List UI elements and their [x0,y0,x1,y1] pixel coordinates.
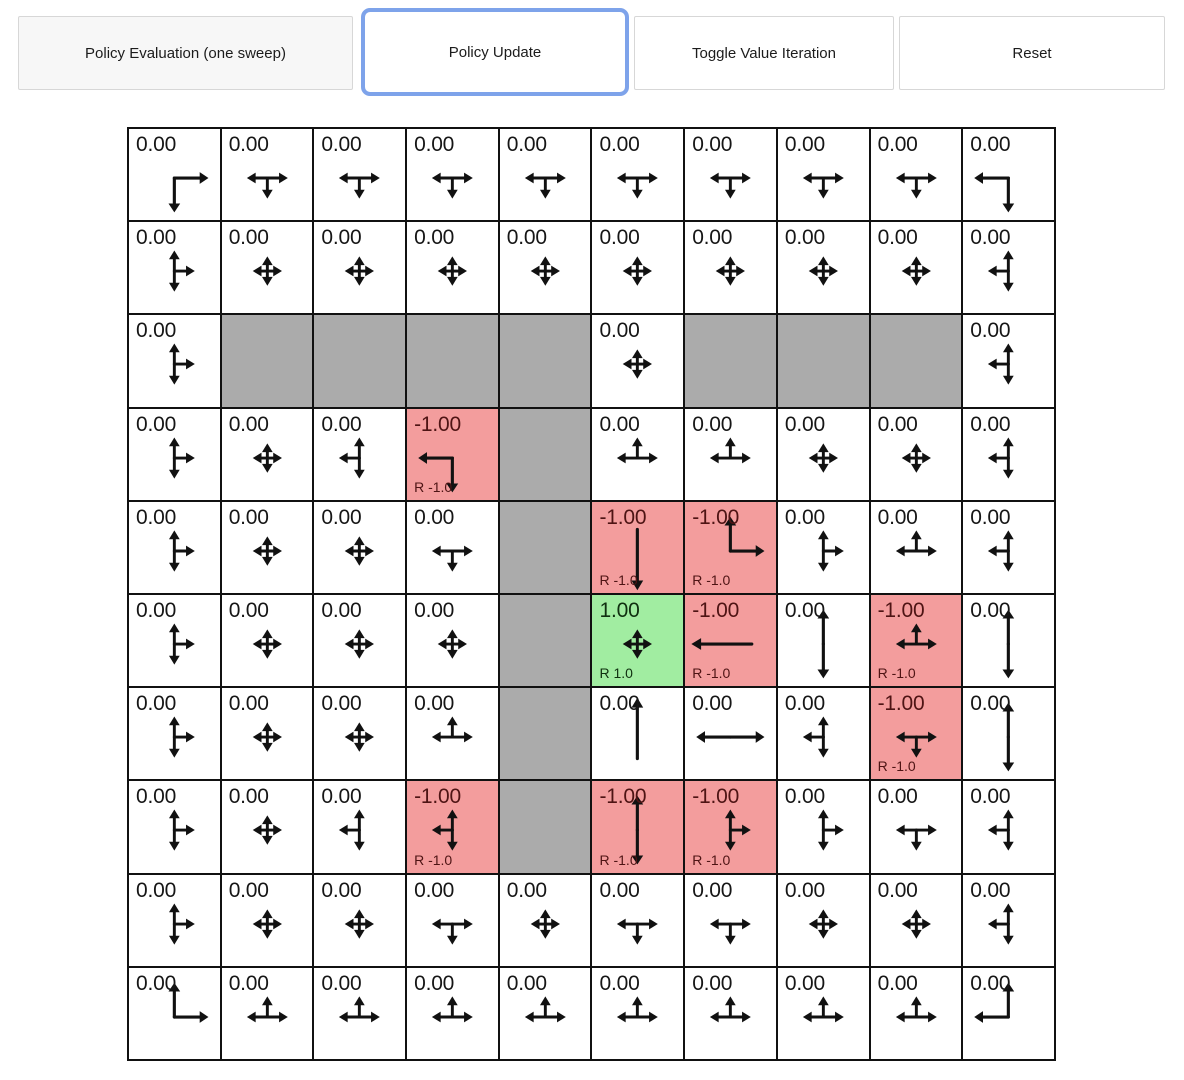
cell-value: 0.00 [784,412,825,436]
grid-cell[interactable] [500,222,591,313]
wall-cell [778,315,869,406]
cell-value: -1.00 [877,692,925,716]
grid-cell[interactable] [129,502,220,593]
cell-value: 0.00 [784,971,825,995]
wall-cell [222,315,313,406]
grid-cell[interactable] [314,781,405,872]
cell-value: 0.00 [136,971,177,995]
grid-cell[interactable] [500,129,591,220]
grid-cell[interactable] [963,409,1054,500]
grid-cell[interactable] [592,502,683,593]
cell-value: 0.00 [599,226,640,250]
grid-cell[interactable] [685,781,776,872]
grid-cell[interactable] [222,409,313,500]
cell-value: 0.00 [784,505,825,529]
grid-cell[interactable] [871,502,962,593]
grid-cell[interactable] [963,875,1054,966]
cell-value: 0.00 [970,692,1011,716]
cell-value: 0.00 [321,971,362,995]
gridworld-grid [127,127,1056,1061]
grid-cell[interactable] [314,875,405,966]
wall-cell [871,315,962,406]
cell-value: 0.00 [228,971,269,995]
grid-cell[interactable] [871,595,962,686]
cell-value: 0.00 [599,878,640,902]
grid-cell[interactable] [592,968,683,1059]
cell-value: 0.00 [877,133,918,156]
grid-cell[interactable] [685,595,776,686]
grid-cell[interactable] [778,595,869,686]
grid-cell[interactable] [871,222,962,313]
cell-value: 0.00 [321,505,362,529]
wall-cell [407,315,498,406]
grid-cell[interactable] [314,129,405,220]
grid-cell[interactable] [129,875,220,966]
cell-value: 0.00 [321,133,362,156]
cell-value: 0.00 [136,878,177,902]
grid-cell[interactable] [592,595,683,686]
grid-cell[interactable] [963,595,1054,686]
cell-value: 0.00 [136,505,177,529]
cell-value: 0.00 [692,412,733,436]
grid-cell[interactable] [963,129,1054,220]
cell-value: 0.00 [136,226,177,250]
cell-value: -1.00 [599,505,647,529]
cell-value: 0.00 [877,505,918,529]
grid-cell[interactable] [407,409,498,500]
cell-value: 0.00 [692,692,733,716]
cell-value: 0.00 [228,785,269,809]
grid-cell[interactable] [871,688,962,779]
grid-cell[interactable] [592,129,683,220]
grid-cell[interactable] [407,129,498,220]
grid-cell[interactable] [222,595,313,686]
grid-cell[interactable] [592,409,683,500]
grid-cell[interactable] [129,222,220,313]
wall-cell [685,315,776,406]
grid-cell[interactable] [778,688,869,779]
cell-value: 0.00 [414,598,455,622]
grid-cell[interactable] [500,968,591,1059]
grid-cell[interactable] [871,409,962,500]
grid-cell[interactable] [685,875,776,966]
grid-cell[interactable] [222,875,313,966]
grid-cell[interactable] [871,968,962,1059]
wall-cell [500,595,591,686]
cell-reward-label: R -1.0 [877,665,916,682]
cell-value: 0.00 [970,505,1011,529]
grid-cell[interactable] [685,688,776,779]
cell-value: 0.00 [506,226,547,250]
grid-cell[interactable] [129,409,220,500]
grid-cell[interactable] [963,502,1054,593]
cell-value: 0.00 [228,598,269,622]
wall-cell [500,781,591,872]
cell-value: 0.00 [228,505,269,529]
cell-value: 0.00 [228,133,269,156]
grid-cell[interactable] [871,781,962,872]
cell-value: 0.00 [784,878,825,902]
grid-cell[interactable] [592,315,683,406]
cell-value: -1.00 [692,598,740,622]
cell-value: 0.00 [877,412,918,436]
grid-cell[interactable] [314,968,405,1059]
grid-cell[interactable] [407,781,498,872]
cell-value: 0.00 [784,226,825,250]
cell-value: 0.00 [228,692,269,716]
cell-value: 0.00 [599,412,640,436]
cell-value: 1.00 [599,598,640,622]
grid-cell[interactable] [778,502,869,593]
cell-reward-label: R -1.0 [692,571,731,588]
cell-value: 0.00 [136,598,177,622]
cell-reward-label: R -1.0 [599,851,638,868]
cell-value: 0.00 [784,692,825,716]
cell-value: 0.00 [970,133,1011,156]
grid-cell[interactable] [871,875,962,966]
grid-cell[interactable] [222,688,313,779]
cell-value: 0.00 [970,878,1011,902]
grid-cell[interactable] [871,129,962,220]
cell-value: 0.00 [970,598,1011,622]
cell-value: -1.00 [599,785,647,809]
grid-cell[interactable] [778,409,869,500]
grid-cell[interactable] [314,222,405,313]
cell-value: 0.00 [970,226,1011,250]
grid-cell[interactable] [963,781,1054,872]
cell-value: 0.00 [784,785,825,809]
cell-value: 0.00 [136,412,177,436]
grid-cell[interactable] [592,781,683,872]
cell-value: 0.00 [692,971,733,995]
cell-value: -1.00 [692,785,740,809]
wall-cell [500,502,591,593]
grid-cell[interactable] [314,595,405,686]
grid-cell[interactable] [129,315,220,406]
cell-value: 0.00 [506,878,547,902]
grid-cell[interactable] [778,781,869,872]
cell-value: 0.00 [414,133,455,156]
grid-cell[interactable] [129,129,220,220]
toolbar [0,0,1184,110]
cell-value: 0.00 [970,319,1011,343]
cell-value: -1.00 [414,412,461,436]
cell-reward-label: R -1.0 [599,571,638,588]
grid-cell[interactable] [592,688,683,779]
grid-cell[interactable] [778,129,869,220]
cell-value: 0.00 [599,692,640,716]
grid-cell[interactable] [314,688,405,779]
cell-value: 0.00 [321,598,362,622]
cell-value: 0.00 [877,971,918,995]
grid-cell[interactable] [685,409,776,500]
grid-cell[interactable] [222,129,313,220]
grid-cell[interactable] [129,688,220,779]
cell-value: 0.00 [506,133,547,156]
cell-value: 0.00 [321,226,362,250]
reset-button[interactable]: Reset [899,16,1165,90]
grid-cell[interactable] [963,968,1054,1059]
cell-value: 0.00 [136,692,177,716]
grid-cell[interactable] [222,502,313,593]
cell-reward-label: R 1.0 [599,665,633,682]
grid-cell[interactable] [407,502,498,593]
grid-cell[interactable] [129,781,220,872]
cell-value: 0.00 [599,319,640,343]
grid-cell[interactable] [592,222,683,313]
grid-cell[interactable] [963,315,1054,406]
cell-value: 0.00 [321,692,362,716]
cell-value: 0.00 [599,971,640,995]
grid-cell[interactable] [778,875,869,966]
cell-value: 0.00 [692,878,733,902]
grid-cell[interactable] [222,781,313,872]
cell-value: 0.00 [784,598,825,622]
grid-cell[interactable] [129,595,220,686]
cell-value: 0.00 [414,505,455,529]
wall-cell [500,688,591,779]
grid-cell[interactable] [222,968,313,1059]
cell-value: 0.00 [136,319,177,343]
cell-value: 0.00 [970,971,1011,995]
cell-value: 0.00 [136,785,177,809]
grid-cell[interactable] [685,502,776,593]
cell-value: -1.00 [414,785,461,809]
grid-cell[interactable] [778,222,869,313]
grid-cell[interactable] [500,875,591,966]
grid-cell[interactable] [592,875,683,966]
cell-value: 0.00 [692,133,733,156]
cell-value: 0.00 [970,412,1011,436]
cell-value: 0.00 [506,971,547,995]
cell-reward-label: R -1.0 [692,665,731,682]
cell-value: 0.00 [414,692,455,716]
cell-value: 0.00 [784,133,825,156]
cell-value: 0.00 [599,133,640,156]
grid-cell[interactable] [407,968,498,1059]
cell-reward-label: R -1.0 [692,851,731,868]
grid-cell[interactable] [314,502,405,593]
cell-value: 0.00 [692,226,733,250]
cell-value: 0.00 [228,878,269,902]
grid-cell[interactable] [407,688,498,779]
cell-value: 0.00 [321,878,362,902]
cell-value: 0.00 [877,785,918,809]
cell-value: 0.00 [877,878,918,902]
cell-value: 0.00 [321,412,362,436]
cell-value: 0.00 [414,878,455,902]
wall-cell [500,409,591,500]
cell-value: 0.00 [228,412,269,436]
grid-cell[interactable] [778,968,869,1059]
cell-value: -1.00 [692,505,740,529]
cell-reward-label: R -1.0 [414,851,453,868]
grid-cell[interactable] [963,222,1054,313]
grid-cell[interactable] [129,968,220,1059]
cell-value: 0.00 [414,226,455,250]
grid-cell[interactable] [407,222,498,313]
grid-cell[interactable] [407,875,498,966]
cell-value: 0.00 [321,785,362,809]
grid-cell[interactable] [222,222,313,313]
grid-cell[interactable] [407,595,498,686]
cell-value: 0.00 [136,133,177,156]
grid-cell[interactable] [314,409,405,500]
grid-cell[interactable] [685,968,776,1059]
grid-cell[interactable] [963,688,1054,779]
toggle-value-iteration-button[interactable]: Toggle Value Iteration [634,16,894,90]
cell-value: -1.00 [877,598,925,622]
cell-reward-label: R -1.0 [877,758,916,775]
cell-value: 0.00 [877,226,918,250]
cell-value: 0.00 [228,226,269,250]
grid-cell[interactable] [685,222,776,313]
cell-value: 0.00 [970,785,1011,809]
grid-cell[interactable] [685,129,776,220]
cell-reward-label: R -1.0 [414,478,453,495]
cell-value: 0.00 [414,971,455,995]
policy-update-button[interactable]: Policy Update [361,8,629,96]
wall-cell [500,315,591,406]
wall-cell [314,315,405,406]
policy-evaluation-button[interactable]: Policy Evaluation (one sweep) [18,16,353,90]
